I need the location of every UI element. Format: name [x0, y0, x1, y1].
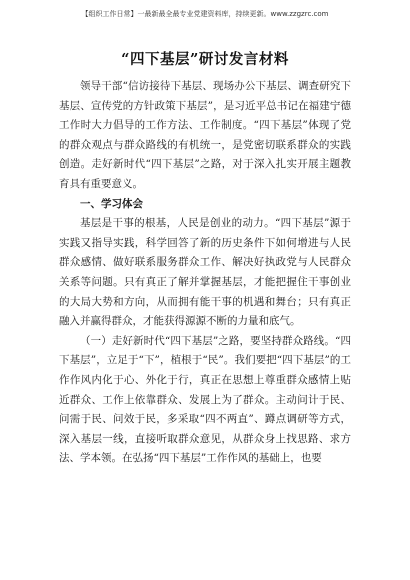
paragraph-mass-line: （一）走好新时代“四下基层”之路，要坚持群众路线。“四下基层”，立足于“下”，植根于“民”。我们要把“四下基层”的工作作风内化于心、外化于行，真正在思想上尊重群众感情上贴近群众、工作上依靠群众、发展上为了群众。主动问计于民、问需于民、问效于民，多采取“四不两直”、蹲点调研等方式，深入基层一线，直接听取群众意见，从群众身上找思路、求方法、学本领。在弘扬“四下基层”工作作风的基础上，也要	[59, 334, 351, 465]
header-note: 【组织工作日常】一最新最全最专业党建资料库，持续更新。www.zzgzrc.com	[81, 10, 329, 18]
section-heading-learning: 一、学习体会	[80, 197, 143, 210]
paragraph-learning: 基层是干事的根基，人民是创业的动力。“四下基层”源于实践又指导实践，科学回答了新的历史条件下如何增进与人民群众感情、做好联系服务群众工作、解决好执政党与人民群众关系等问题。只有真正了解并掌握基层，才能把握住干事创业的大局大势和方向，从而拥有能干事的机遇和舞台；只有真正融入并赢得群众，才能获得源源不断的力量和底气。	[59, 217, 351, 328]
paragraph-intro: 领导干部“信访接待下基层、现场办公下基层、调查研究下基层、宣传党的方针政策下基层”，是习近平总书记在福建宁德工作时大力倡导的工作方法、工作制度。“四下基层”体现了党的群众观点与群众路线的有机统一，是党密切联系群众的实践创造。走好新时代“四下基层”之路，对于深入扎实开展主题教育具有重要意义。	[59, 80, 351, 190]
document-body	[59, 77, 351, 469]
document-title: “四下基层”研讨发言材料	[121, 51, 289, 68]
